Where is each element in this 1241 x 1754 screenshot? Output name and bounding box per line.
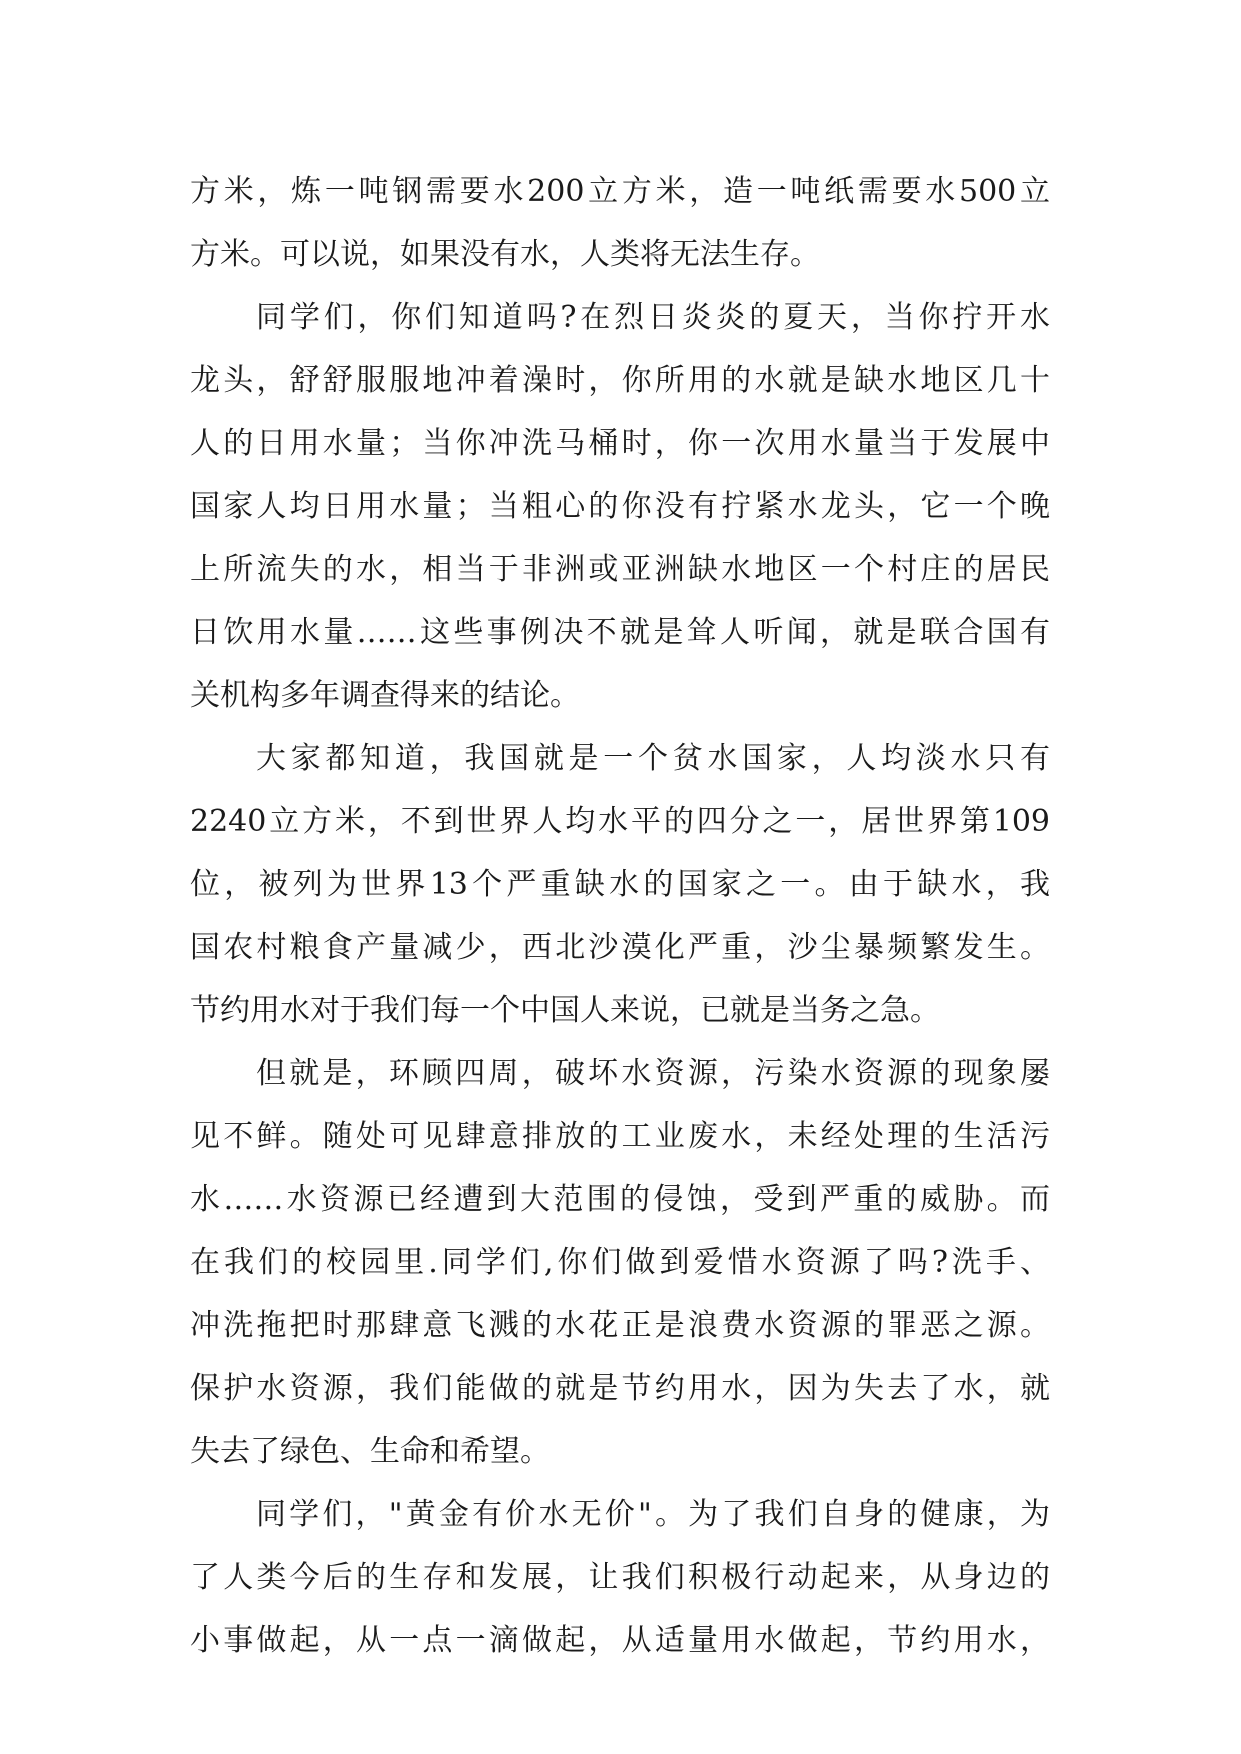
- text-line: 关机构多年调查得来的结论。: [190, 678, 580, 713]
- text-line: 2240立方米，不到世界人均水平的四分之一，居世界第109: [190, 804, 1050, 839]
- text-line: 了人类今后的生存和发展，让我们积极行动起来，从身边的: [190, 1560, 1050, 1595]
- text-line: 国家人均日用水量；当粗心的你没有拧紧水龙头，它一个晚: [190, 489, 1050, 524]
- text-line: 在我们的校园里.同学们,你们做到爱惜水资源了吗?洗手、: [190, 1245, 1050, 1280]
- text-line: 上所流失的水，相当于非洲或亚洲缺水地区一个村庄的居民: [190, 552, 1050, 587]
- text-line: 日饮用水量……这些事例决不就是耸人听闻，就是联合国有: [190, 615, 1050, 650]
- text-line: 位，被列为世界13个严重缺水的国家之一。由于缺水，我: [190, 867, 1050, 902]
- text-line: 人的日用水量；当你冲洗马桶时，你一次用水量当于发展中: [190, 426, 1050, 461]
- paragraph-start-line: 但就是，环顾四周，破坏水资源，污染水资源的现象屡: [256, 1056, 1050, 1091]
- text-line: 冲洗拖把时那肆意飞溅的水花正是浪费水资源的罪恶之源。: [190, 1308, 1050, 1343]
- document-body: [190, 160, 1050, 1672]
- paragraph-start-line: 大家都知道，我国就是一个贫水国家，人均淡水只有: [256, 741, 1050, 776]
- paragraph-start-line: 同学们，"黄金有价水无价"。为了我们自身的健康，为: [256, 1497, 1050, 1532]
- text-line: 小事做起，从一点一滴做起，从适量用水做起，节约用水，: [190, 1623, 1050, 1658]
- text-line: 保护水资源，我们能做的就是节约用水，因为失去了水，就: [190, 1371, 1050, 1406]
- text-line: 见不鲜。随处可见肆意排放的工业废水，未经处理的生活污: [190, 1119, 1050, 1154]
- paragraph-start-line: 同学们，你们知道吗?在烈日炎炎的夏天，当你拧开水: [256, 300, 1050, 335]
- text-line: 方米。可以说，如果没有水，人类将无法生存。: [190, 237, 820, 272]
- text-line: 失去了绿色、生命和希望。: [190, 1434, 550, 1469]
- text-line: 龙头，舒舒服服地冲着澡时，你所用的水就是缺水地区几十: [190, 363, 1050, 398]
- text-line: 节约用水对于我们每一个中国人来说，已就是当务之急。: [190, 993, 940, 1028]
- text-line: 方米，炼一吨钢需要水200立方米，造一吨纸需要水500立: [190, 174, 1050, 209]
- text-line: 水……水资源已经遭到大范围的侵蚀，受到严重的威胁。而: [190, 1182, 1050, 1217]
- text-line: 国农村粮食产量减少，西北沙漠化严重，沙尘暴频繁发生。: [190, 930, 1050, 965]
